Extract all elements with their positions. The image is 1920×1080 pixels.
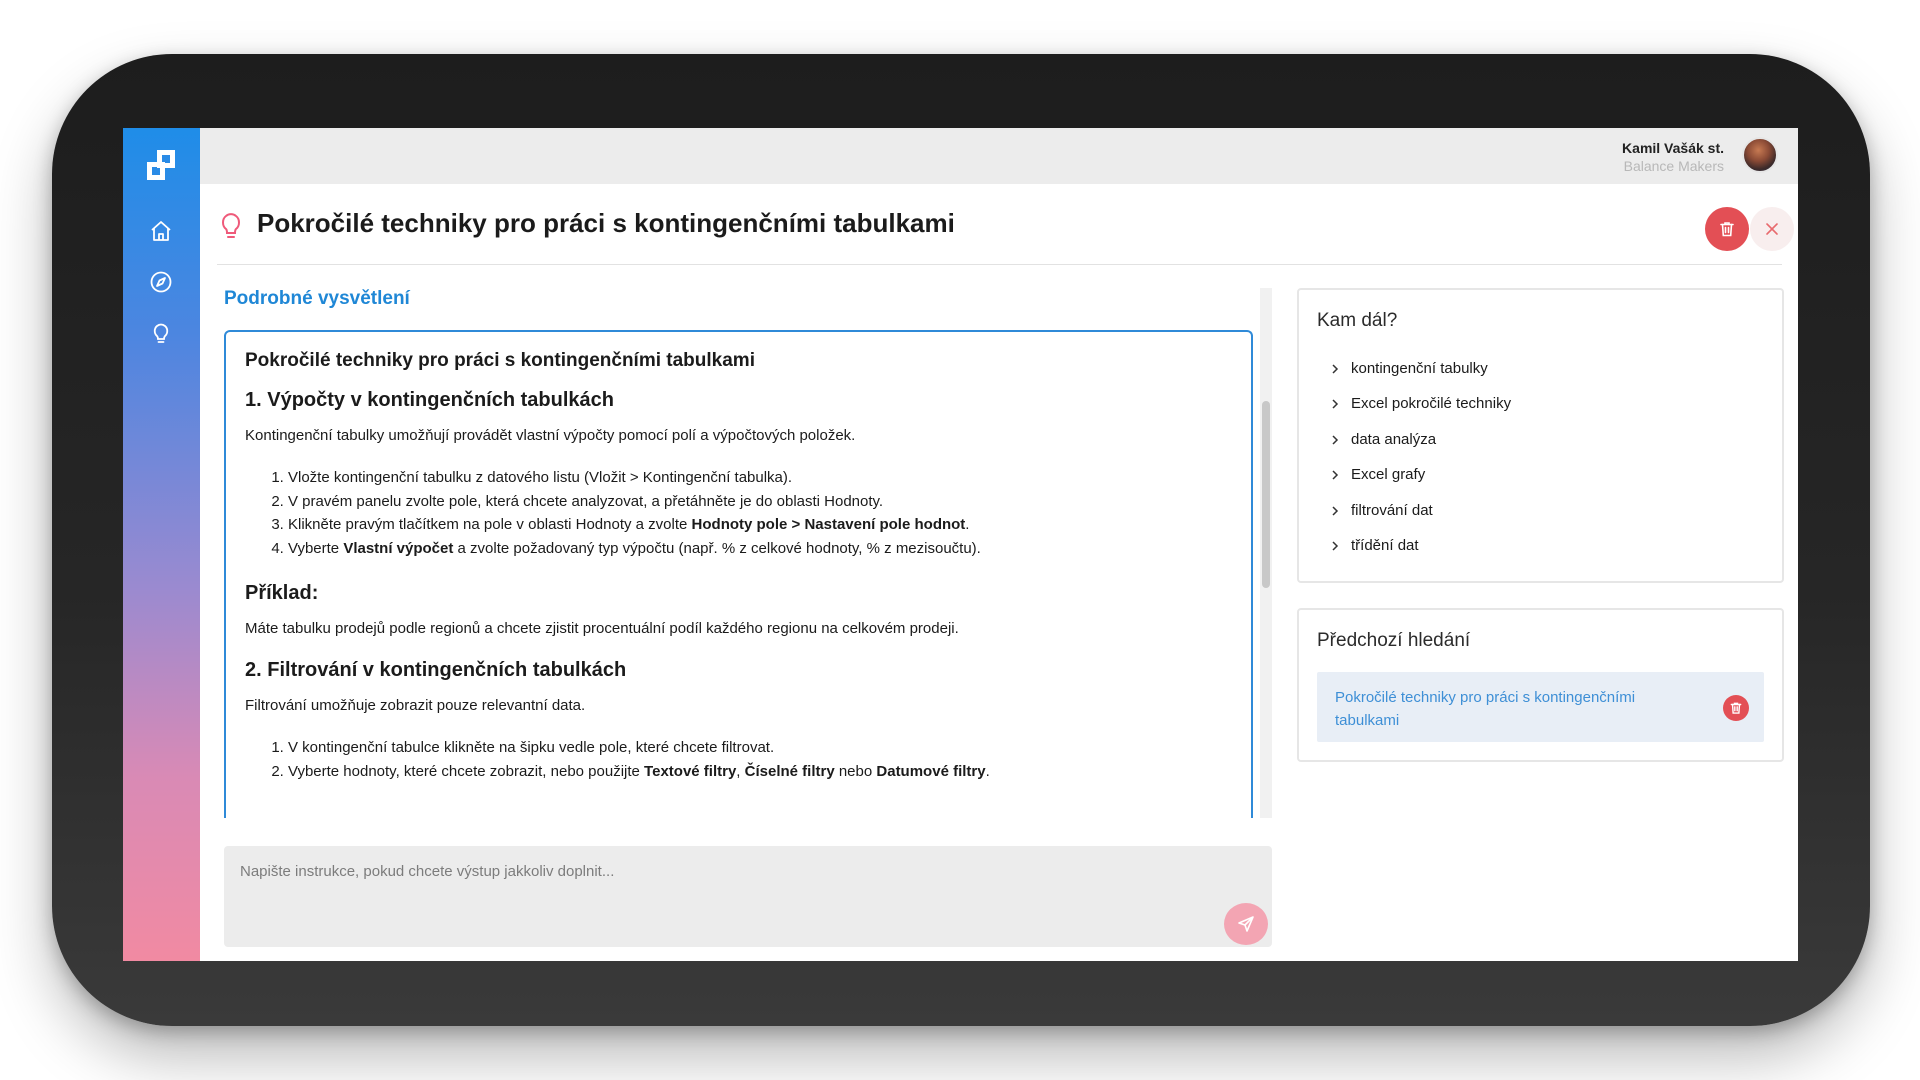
history-item-link[interactable]: Pokročilé techniky pro práci s kontingenčními tabulkami <box>1335 689 1636 729</box>
next-item-label: Excel pokročilé techniky <box>1351 395 1512 412</box>
steps-list <box>245 466 1233 560</box>
list-item <box>288 760 1233 784</box>
chevron-right-icon <box>1329 469 1341 481</box>
user-organization: Balance Makers <box>1623 158 1724 174</box>
app-screen <box>123 128 1798 961</box>
list-item <box>288 513 1233 537</box>
bold-text: Textové filtry <box>644 762 737 780</box>
explanation-panel <box>224 330 1253 818</box>
section-title: Podrobné vysvětlení <box>224 288 410 309</box>
text: . <box>965 516 970 533</box>
send-button[interactable] <box>1224 903 1268 945</box>
app-logo[interactable] <box>143 148 179 184</box>
compass-icon[interactable] <box>148 269 174 295</box>
home-icon[interactable] <box>148 218 174 244</box>
next-item-label: filtrování dat <box>1351 502 1433 519</box>
paragraph: Filtrování umožňuje zobrazit pouze relevantní data. <box>245 697 586 714</box>
trash-icon <box>1729 701 1743 715</box>
next-item[interactable] <box>1329 537 1419 554</box>
paragraph: Máte tabulku prodejů podle regionů a chcete zjistit procentuální podíl každého regionu na celkovém prodeji. <box>245 620 959 637</box>
page-header <box>217 184 1782 265</box>
delete-history-button[interactable] <box>1723 695 1749 721</box>
delete-button[interactable] <box>1705 207 1749 251</box>
steps-list <box>245 736 1233 783</box>
top-bar <box>200 128 1798 184</box>
lightbulb-icon <box>217 210 245 242</box>
bold-text: Datumové filtry <box>876 762 986 780</box>
close-icon <box>1765 222 1779 236</box>
next-item-label: data analýza <box>1351 431 1437 448</box>
send-icon <box>1237 915 1255 933</box>
history-item <box>1317 672 1764 742</box>
next-item[interactable] <box>1329 466 1425 483</box>
chevron-right-icon <box>1329 398 1341 410</box>
card-title: Kam dál? <box>1317 310 1398 331</box>
section-heading: 2. Filtrování v kontingenčních tabulkách <box>245 659 627 681</box>
card-title: Předchozí hledání <box>1317 630 1471 651</box>
text: Klikněte pravým tlačítkem na pole v oblasti Hodnoty a zvolte <box>288 516 692 533</box>
list-item: 2. V pravém panelu zvolte pole, která chcete analyzovat, a přetáhněte je do oblasti Hodnoty. <box>288 490 1233 514</box>
paragraph: Kontingenční tabulky umožňují provádět vlastní výpočty pomocí polí a výpočtových položek. <box>245 427 856 444</box>
close-button[interactable] <box>1750 207 1794 251</box>
article-title: Pokročilé techniky pro práci s kontingenčními tabulkami <box>245 350 755 371</box>
section-heading: 1. Výpočty v kontingenčních tabulkách <box>245 389 614 411</box>
history-card <box>1297 608 1784 762</box>
bold-text: Vlastní výpočet <box>343 539 454 557</box>
instructions-input[interactable] <box>224 846 1272 947</box>
page-title: Pokročilé techniky pro práci s kontingenčními tabulkami <box>257 208 955 238</box>
example-heading: Příklad: <box>245 582 319 604</box>
scrollbar-thumb[interactable] <box>1262 401 1270 588</box>
chevron-right-icon <box>1329 505 1341 517</box>
text: , <box>736 762 745 780</box>
user-name: Kamil Vašák st. <box>1622 140 1724 156</box>
text: nebo <box>834 762 877 780</box>
lightbulb-icon[interactable] <box>148 320 174 346</box>
text: . <box>985 762 990 780</box>
next-card <box>1297 288 1784 583</box>
list-item: 1. V kontingenční tabulce klikněte na šipku vedle pole, které chcete filtrovat. <box>288 736 1233 760</box>
next-item-label: Excel grafy <box>1351 466 1426 483</box>
chevron-right-icon <box>1329 540 1341 552</box>
bold-text: Hodnoty pole > Nastavení pole hodnot <box>691 516 966 533</box>
bold-text: Číselné filtry <box>744 762 835 780</box>
text: Vyberte hodnoty, které chcete zobrazit, nebo použijte <box>288 762 645 780</box>
list-item <box>288 537 1233 561</box>
text: Vyberte <box>288 539 344 557</box>
next-item[interactable] <box>1329 502 1433 519</box>
chevron-right-icon <box>1329 434 1341 446</box>
next-item[interactable] <box>1329 431 1436 448</box>
next-item-label: kontingenční tabulky <box>1351 360 1488 377</box>
next-item[interactable] <box>1329 360 1488 377</box>
next-item-label: třídění dat <box>1351 537 1419 554</box>
sidebar <box>123 128 200 961</box>
avatar[interactable] <box>1742 137 1778 173</box>
chevron-right-icon <box>1329 363 1341 375</box>
next-item[interactable] <box>1329 395 1511 412</box>
scrollbar[interactable] <box>1260 288 1272 818</box>
trash-icon <box>1718 220 1736 238</box>
list-item: 1. Vložte kontingenční tabulku z datového listu (Vložit > Kontingenční tabulka). <box>288 466 1233 490</box>
text: a zvolte požadovaný typ výpočtu (např. % z celkové hodnoty, % z mezisoučtu). <box>453 539 981 557</box>
